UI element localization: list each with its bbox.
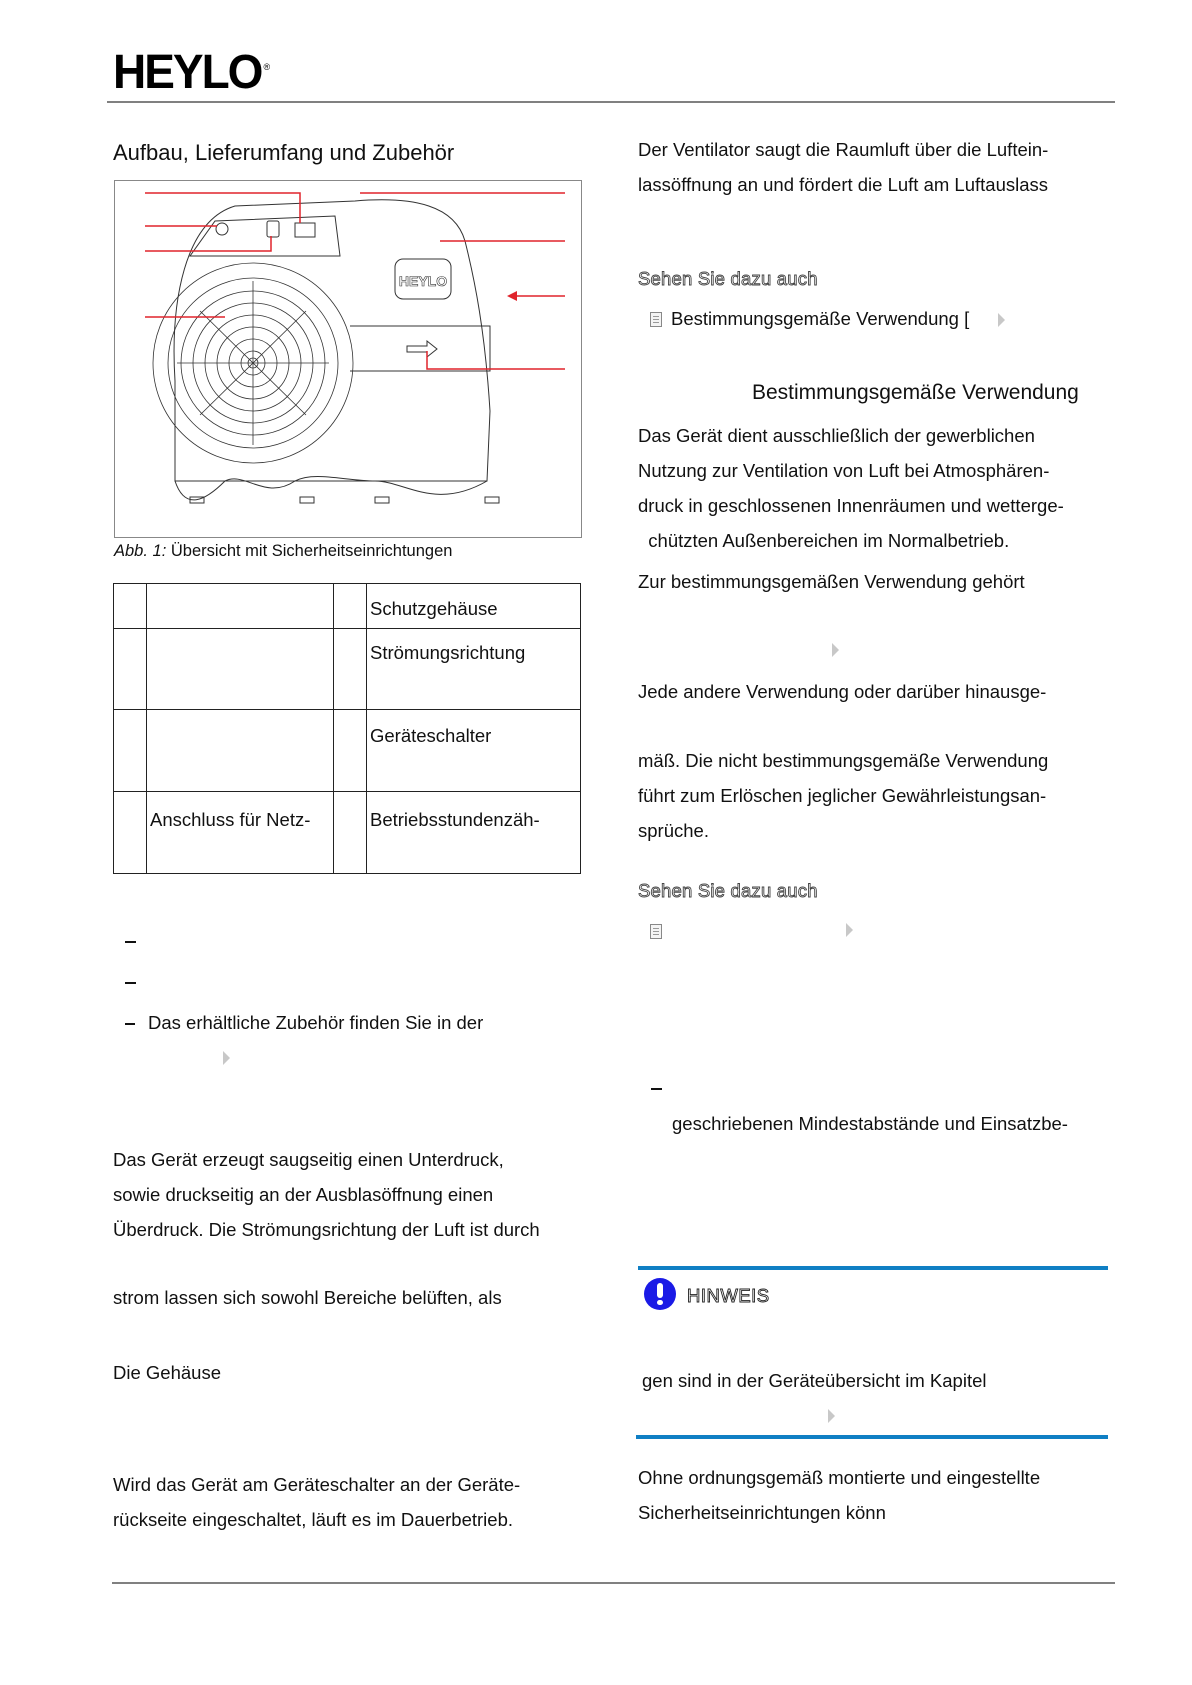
section-title-verwendung: Bestimmungsgemäße Verwendung bbox=[752, 381, 1079, 404]
paragraph-purpose: Das Gerät dient ausschließlich der gewerblichen Nutzung zur Ventilation von Luft bei Atmosphären- druck in geschlossenen Innenräumen und wetterge- chützten Außenbereichen im Normalbetrieb. bbox=[638, 425, 1064, 551]
hinweis-text: gen sind in der Geräteübersicht im Kapitel bbox=[642, 1370, 987, 1391]
arrowhead-icon bbox=[507, 291, 517, 301]
link-caret-icon[interactable] bbox=[998, 313, 1005, 327]
fan-device-illustration bbox=[115, 181, 581, 537]
bullet-dash bbox=[651, 1088, 662, 1090]
paragraph-ventilator: Der Ventilator saugt die Raumluft über die Luftein- lassöffnung an und fördert die Luft am Luftauslass bbox=[638, 139, 1049, 195]
link-caret-icon[interactable] bbox=[846, 923, 853, 937]
bullet-dash bbox=[125, 941, 136, 943]
paragraph-switch: Wird das Gerät am Geräteschalter an der Geräte- rückseite eingeschaltet, läuft es im Dauerbetrieb. bbox=[113, 1474, 521, 1530]
callout-flow-direction bbox=[427, 351, 565, 369]
line-strom: strom lassen sich sowohl Bereiche belüften, als bbox=[113, 1287, 502, 1308]
paragraph-safety: Ohne ordnungsgemäß montierte und eingestellte Sicherheitseinrichtungen könn bbox=[638, 1467, 1041, 1523]
device-figure bbox=[114, 180, 582, 538]
table-row: Schutzgehäuse bbox=[114, 584, 581, 629]
line-zur-verwendung: Zur bestimmungsgemäßen Verwendung gehört bbox=[638, 571, 1025, 592]
header-divider bbox=[107, 101, 1115, 103]
line-gehaeuse: Die Gehäuse bbox=[113, 1362, 221, 1383]
brand-logo: HEYLO ® bbox=[113, 43, 271, 99]
exclamation-icon bbox=[644, 1278, 676, 1310]
bullet-dash bbox=[125, 982, 136, 984]
paragraph-pressure: Das Gerät erzeugt saugseitig einen Unterdruck, sowie druckseitig an der Ausblasöffnung einen Überdruck. Die Strömungsrichtung der Luft ist durch bbox=[113, 1149, 540, 1240]
footer-divider bbox=[112, 1582, 1115, 1584]
document-icon bbox=[650, 924, 662, 939]
bullet-item-zubehoer: Das erhältliche Zubehör finden Sie in der bbox=[148, 1012, 484, 1033]
see-also-link[interactable]: Bestimmungsgemäße Verwendung [ bbox=[671, 308, 970, 329]
callout-lines bbox=[145, 193, 565, 369]
document-icon bbox=[650, 312, 662, 327]
figure-caption: Abb. 1: Übersicht mit Sicherheitseinrichtungen bbox=[114, 542, 453, 560]
hinweis-label: HINWEIS bbox=[687, 1285, 770, 1306]
line-jede-verwendung: Jede andere Verwendung oder darüber hinausge- bbox=[638, 681, 1047, 702]
table-row: Anschluss für Netz- Betriebsstundenzäh- bbox=[114, 792, 581, 874]
link-caret-icon[interactable] bbox=[832, 643, 839, 657]
legend-table bbox=[113, 583, 581, 874]
paragraph-misuse: mäß. Die nicht bestimmungsgemäße Verwendung führt zum Erlöschen jeglicher Gewährleistungsan- sprüche. bbox=[638, 750, 1049, 841]
hinweis-top-bar bbox=[638, 1266, 1108, 1270]
table-row: Strömungsrichtung bbox=[114, 629, 581, 710]
see-also-heading-2: Sehen Sie dazu auch bbox=[638, 880, 818, 901]
see-also-heading: Sehen Sie dazu auch bbox=[638, 268, 818, 289]
callout-switch bbox=[145, 236, 271, 251]
link-caret-icon[interactable] bbox=[828, 1409, 835, 1423]
section-title-aufbau: Aufbau, Lieferumfang und Zubehör bbox=[113, 140, 455, 165]
hinweis-bottom-bar bbox=[636, 1435, 1108, 1439]
table-row: Geräteschalter bbox=[114, 710, 581, 792]
link-caret-icon[interactable] bbox=[223, 1051, 230, 1065]
bullet-text-mindestabstaende: geschriebenen Mindestabstände und Einsatzbe- bbox=[672, 1113, 1068, 1134]
bullet-dash bbox=[125, 1023, 135, 1025]
device-logo: HEYLO bbox=[398, 273, 448, 289]
